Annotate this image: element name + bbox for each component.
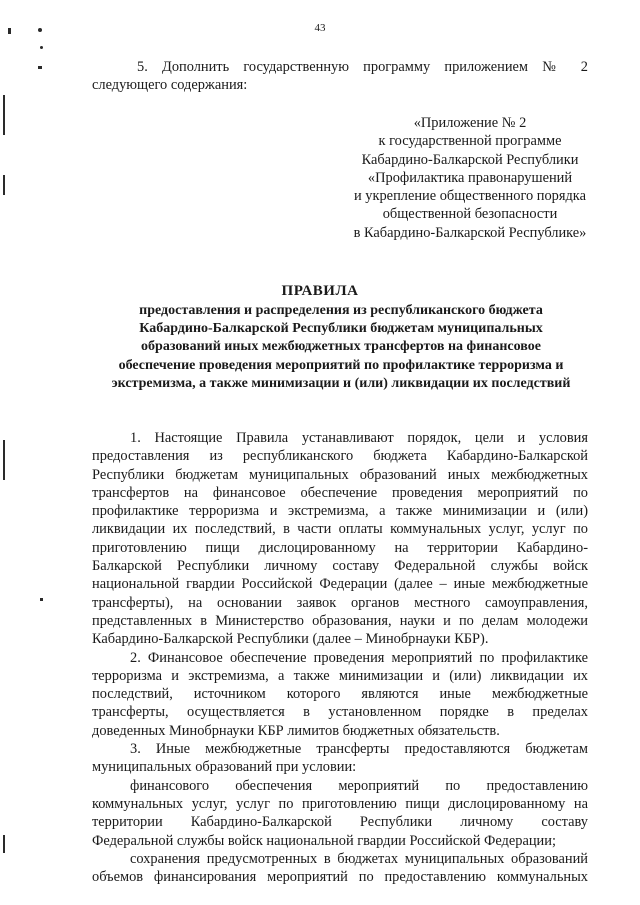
- annex-line: «Приложение № 2: [413, 115, 527, 131]
- subtitle-line: экстремизма, а также минимизации и (или) ликвидации их последствий: [111, 375, 571, 391]
- body-line: финансового обеспечения мероприятий по предоставлению: [130, 777, 588, 794]
- body-line: последствий, источником которого являются иные межбюджетные: [92, 686, 588, 703]
- body-line: приготовлению пищи дислоцированному на территории Кабардино-: [92, 539, 588, 556]
- scan-mark: [38, 66, 42, 69]
- document-title: ПРАВИЛА: [281, 283, 359, 299]
- subtitle-line: обеспечение проведения мероприятий по профилактике терроризма и: [118, 357, 564, 373]
- intro-line: 5. Дополнить государственную программу приложением № 2: [137, 59, 588, 75]
- body-line: объемов финансирования мероприятий по предоставлению коммунальных: [92, 869, 588, 886]
- body-text: [92, 429, 588, 886]
- annex-line: и укрепление общественного порядка: [354, 188, 586, 205]
- body-line: 1. Настоящие Правила устанавливают порядок, цели и условия: [130, 430, 588, 446]
- body-line: 2. Финансовое обеспечение проведения мероприятий по профилактике: [130, 649, 588, 666]
- scan-mark: [40, 46, 43, 49]
- body-line: муниципальных образований при условии:: [92, 759, 357, 776]
- body-line: 3. Иные межбюджетные трансферты предоставляются бюджетам: [130, 741, 588, 758]
- body-line: представленных в Министерство образования, науки и по делам молодежи: [92, 612, 588, 629]
- subtitle-line: образований иных межбюджетных трансфертов на финансовое: [141, 339, 541, 355]
- body-line: сохранения предусмотренных в бюджетах муниципальных образований: [130, 850, 588, 867]
- body-line: трансфертов на финансовое обеспечение проведения мероприятий по: [92, 484, 588, 501]
- body-paragraph: [92, 429, 588, 649]
- document-subtitle: [95, 302, 587, 393]
- intro-paragraph: [92, 58, 588, 95]
- body-line: коммунальных услуг, услуг по приготовлению пищи дислоцированному на: [92, 795, 588, 812]
- body-line: Кабардино-Балкарской Республики (далее – Минобрнауки КБР).: [92, 631, 489, 648]
- body-line: трансферты), на основании заявок органов местного самоуправления,: [92, 594, 588, 611]
- subtitle-line: предоставления и распределения из республиканского бюджета: [139, 303, 543, 318]
- scan-mark: [3, 835, 5, 853]
- scan-mark: [3, 95, 5, 135]
- body-line: национальной гвардии Российской Федерации (далее – иные межбюджетные: [92, 576, 588, 593]
- body-line: Федеральной службы войск национальной гвардии Российской Федерации;: [92, 832, 556, 849]
- body-paragraph: [92, 777, 588, 850]
- body-line: Балкарской Республики личному составу Федеральной службы войск: [92, 558, 588, 575]
- annex-line: «Профилактика правонарушений: [367, 169, 573, 186]
- body-line: доведенных Минобрнауки КБР лимитов бюджетных обязательств.: [92, 722, 500, 739]
- body-paragraph: [92, 850, 588, 887]
- body-line: территории Кабардино-Балкарской Республики личному составу: [92, 814, 588, 831]
- body-line: предоставления из республиканского бюджета Кабардино-Балкарской: [92, 448, 588, 465]
- scan-mark: [3, 175, 5, 195]
- annex-line: к государственной программе: [378, 133, 562, 150]
- subtitle-line: Кабардино-Балкарской Республики бюджетам муниципальных: [139, 321, 543, 337]
- body-paragraph: [92, 740, 588, 777]
- body-line: ликвидации их последствий, в части оплаты коммунальных услуг, услуг по: [92, 521, 588, 538]
- body-line: трансферты, осуществляется в установленном порядке в пределах: [92, 704, 588, 721]
- annex-line: в Кабардино-Балкарской Республике»: [353, 224, 587, 241]
- annex-line: Кабардино-Балкарской Республики: [361, 151, 579, 168]
- body-line: профилактике терроризма и экстремизма, а также минимизации и (или): [92, 503, 588, 520]
- annex-line: общественной безопасности: [382, 206, 558, 223]
- page-number: 43: [314, 22, 326, 34]
- body-line: Республики бюджетам муниципальных образований иных межбюджетных: [92, 466, 588, 483]
- annex-header: [300, 114, 640, 242]
- body-line: терроризма и экстремизма, а также минимизации и (или) ликвидации их: [92, 667, 588, 684]
- scan-mark: [3, 440, 5, 480]
- body-paragraph: [92, 649, 588, 740]
- scan-mark: [40, 598, 43, 601]
- intro-line: следующего содержания:: [92, 77, 248, 94]
